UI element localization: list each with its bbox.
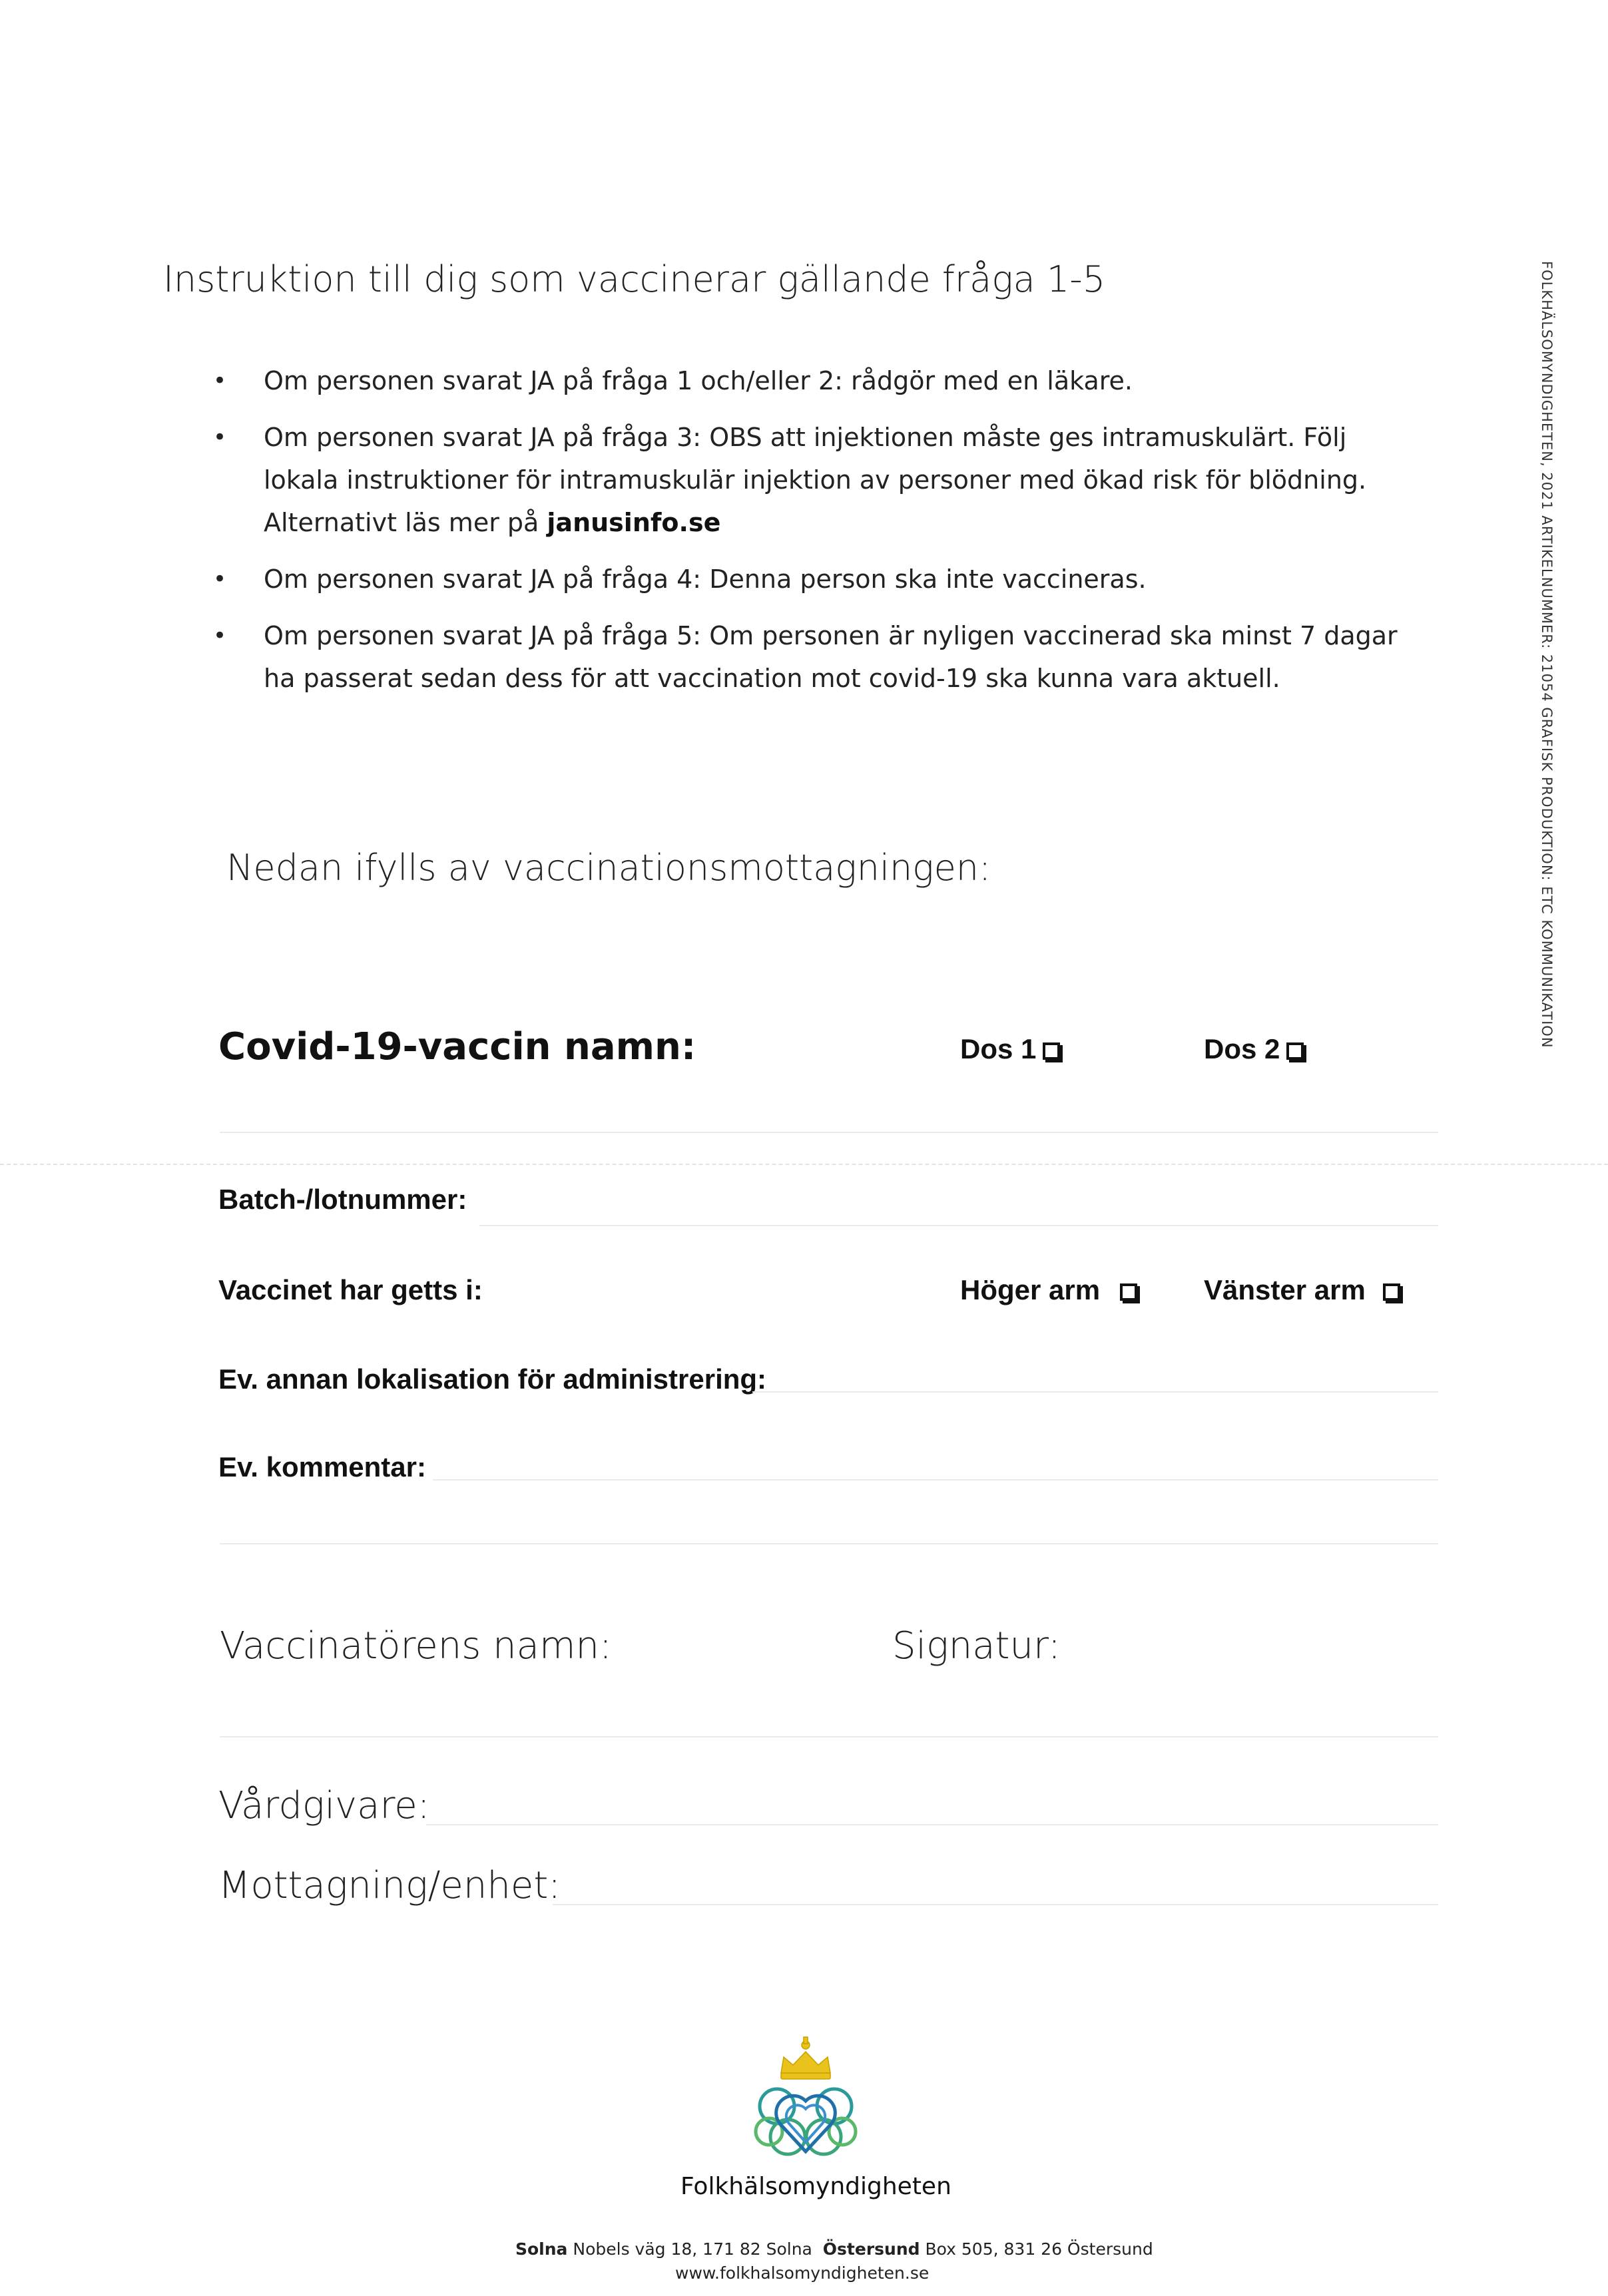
vaccinator-label: Vaccinatörens namn: (220, 1624, 612, 1668)
janusinfo-link[interactable]: janusinfo.se (547, 508, 721, 537)
instructions-list (213, 359, 1412, 714)
dose1-option: Dos 1 (960, 1033, 1060, 1065)
other-location-label: Ev. annan lokalisation för administrering: (218, 1363, 767, 1395)
comment-label: Ev. kommentar: (218, 1451, 426, 1483)
vaccine-name-label: Covid-19-vaccin namn: (218, 1025, 696, 1068)
right-arm-option: Höger arm (960, 1274, 1137, 1306)
dose2-checkbox[interactable] (1286, 1042, 1304, 1060)
unit-line[interactable] (553, 1904, 1438, 1905)
right-arm-checkbox[interactable] (1120, 1283, 1137, 1301)
instructions-title: Instruktion till dig som vaccinerar gällande fråga 1-5 (163, 258, 1106, 300)
signature-label: Signatur: (892, 1624, 1061, 1668)
dose2-option: Dos 2 (1204, 1033, 1304, 1065)
batch-label: Batch-/lotnummer: (218, 1184, 467, 1215)
folkhalsomyndigheten-logo-icon (742, 2032, 869, 2165)
dose1-checkbox[interactable] (1043, 1042, 1060, 1060)
logo-name: Folkhälsomyndigheten (680, 2173, 951, 2200)
side-credit: FOLKHÄLSOMYNDIGHETEN, 2021 ARTIKELNUMMER: 21054 GRAFISK PRODUKTION: ETC KOMMUNIKATION (1539, 261, 1555, 1048)
comment-line-1[interactable] (433, 1479, 1438, 1481)
footer-address: Solna Nobels väg 18, 171 82 Solna Östersund Box 505, 831 26 Östersund (515, 2239, 1153, 2259)
fold-line (0, 1164, 1608, 1165)
care-provider-line[interactable] (426, 1824, 1438, 1825)
instruction-item: • Om personen svarat JA på fråga 5: Om personen är nyligen vaccinerad ska minst 7 dagar ha passerat sedan dess för att vaccination mot covid-19 ska kunna vara aktuell. (213, 614, 1412, 700)
comment-line-2[interactable] (220, 1543, 1438, 1544)
instruction-item: • Om personen svarat JA på fråga 3: OBS att injektionen måste ges intramuskulärt. Följ lokala instruktioner för intramuskulär injektion av personer med ökad risk för blödning. Alternativt läs mer på janusinfo.se (213, 416, 1412, 544)
left-arm-checkbox[interactable] (1383, 1283, 1400, 1301)
left-arm-option: Vänster arm (1204, 1274, 1400, 1306)
vaccine-name-line[interactable] (220, 1132, 1438, 1133)
footer-website[interactable]: www.folkhalsomyndigheten.se (675, 2263, 930, 2283)
vaccinator-signature-line[interactable] (220, 1736, 1438, 1737)
given-in-label: Vaccinet har getts i: (218, 1274, 483, 1305)
other-location-line[interactable] (752, 1391, 1438, 1393)
batch-line[interactable] (479, 1225, 1438, 1226)
instruction-item: • Om personen svarat JA på fråga 1 och/eller 2: rådgör med en läkare. (213, 359, 1412, 402)
care-provider-label: Vårdgivare: (218, 1784, 430, 1827)
unit-label: Mottagning/enhet: (218, 1864, 561, 1907)
instruction-item: • Om personen svarat JA på fråga 4: Denna person ska inte vaccineras. (213, 558, 1412, 600)
form-section-title: Nedan ifylls av vaccinationsmottagningen: (226, 847, 991, 889)
